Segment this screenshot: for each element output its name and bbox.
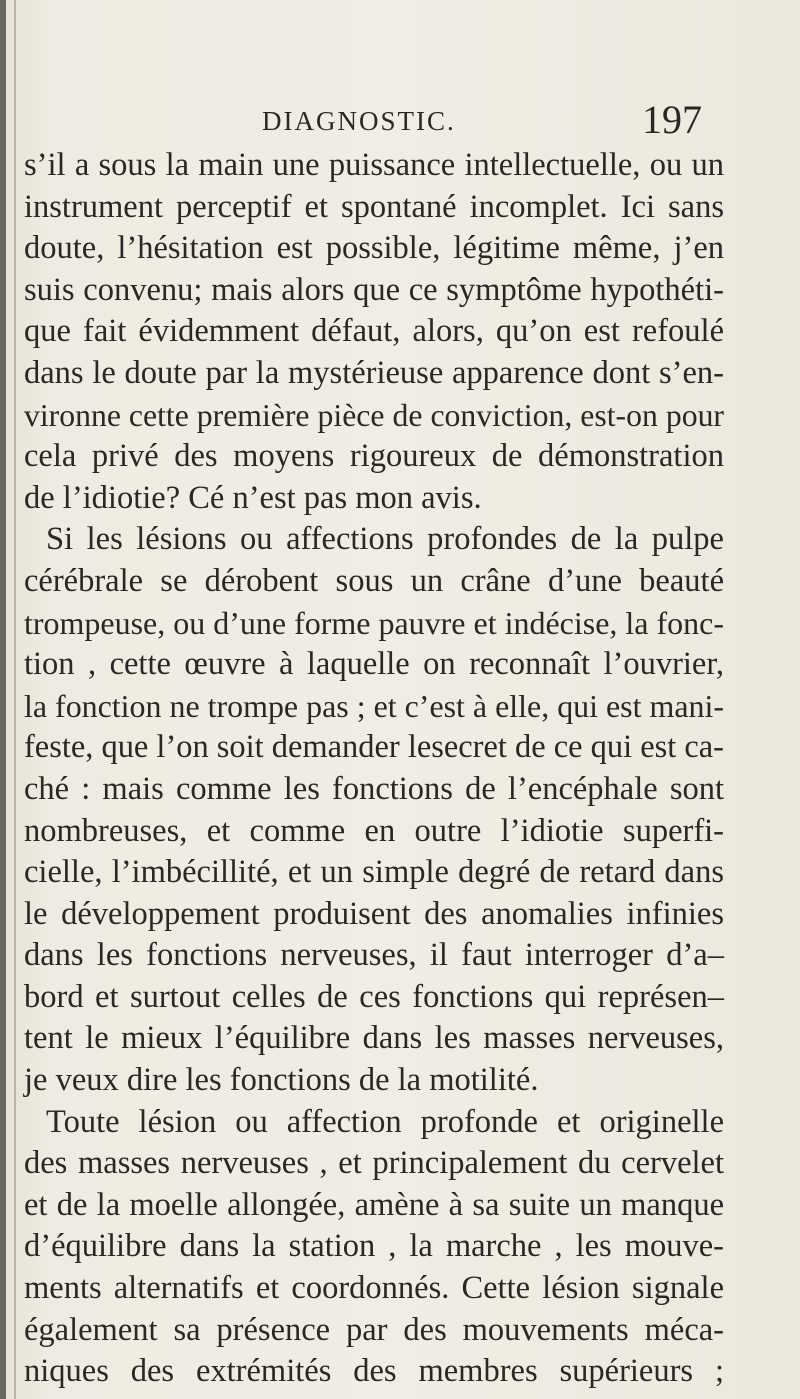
page-number: 197	[642, 97, 702, 142]
text-line: et de la moelle allongée, amène à sa suite un manque	[24, 1186, 724, 1223]
text-line: d’équilibre dans la station , la marche , les mouve-	[24, 1228, 724, 1265]
text-line: niques des extrémités des membres supérieurs ;	[24, 1353, 724, 1390]
text-line: doute, l’hésitation est possible, légitime même, j’en	[24, 230, 724, 267]
text-line: Toute lésion ou affection profonde et originelle	[46, 1103, 724, 1140]
text-line: nombreuses, et comme en outre l’idiotie superfi-	[24, 812, 724, 849]
body-text	[24, 145, 724, 1393]
text-line: des masses nerveuses , et principalement du cervelet	[24, 1145, 724, 1182]
running-head: DIAGNOSTIC.	[262, 106, 456, 136]
text-line: Si les lésions ou affections profondes de la pulpe	[46, 521, 724, 558]
text-line: cielle, l’imbécillité, et un simple degré de retard dans	[24, 854, 724, 891]
text-line: s’il a sous la main une puissance intellectuelle, ou un	[24, 147, 724, 183]
text-line: que fait évidemment défaut, alors, qu’on est refoulé	[24, 313, 724, 350]
text-line: cela privé des moyens rigoureux de démonstration	[24, 438, 724, 475]
text-line: bord et surtout celles de ces fonctions qui représen–	[24, 978, 724, 1015]
text-line: tion , cette œuvre à laquelle on reconnaît l’ouvrier,	[24, 646, 724, 683]
text-line: cérébrale se dérobent sous un crâne d’une beauté	[24, 562, 724, 599]
text-line: vironne cette première pièce de conviction, est-on pour	[24, 397, 724, 433]
text-line: de l’idiotie? Cé n’est pas mon avis.	[24, 479, 482, 516]
text-line: trompeuse, ou d’une forme pauvre et indécise, la fonc-	[24, 604, 724, 641]
text-line: ché : mais comme les fonctions de l’encéphale sont	[24, 770, 724, 807]
text-line: également sa présence par des mouvements méca-	[24, 1311, 724, 1348]
margin-rule	[14, 0, 16, 1399]
text-line: tent le mieux l’équilibre dans les masses nerveuses,	[24, 1020, 724, 1057]
text-line: instrument perceptif et spontané incomplet. Ici sans	[24, 188, 724, 225]
text-line: suis convenu; mais alors que ce symptôme hypothéti-	[24, 271, 724, 308]
text-line: je veux dire les fonctions de la motilité.	[24, 1062, 539, 1099]
text-line: ments alternatifs et coordonnés. Cette lésion signale	[24, 1270, 724, 1307]
text-line: la fonction ne trompe pas ; et c’est à elle, qui est mani-	[24, 688, 724, 724]
text-line: dans le doute par la mystérieuse apparence dont s’en-	[24, 354, 724, 391]
binding-edge	[0, 0, 6, 1399]
text-line: feste, que l’on soit demander lesecret de ce qui est ca-	[24, 729, 724, 766]
text-line: le développement produisent des anomalies infinies	[24, 895, 724, 932]
text-line: dans les fonctions nerveuses, il faut interroger d’a–	[24, 937, 724, 974]
page-header	[262, 96, 702, 144]
